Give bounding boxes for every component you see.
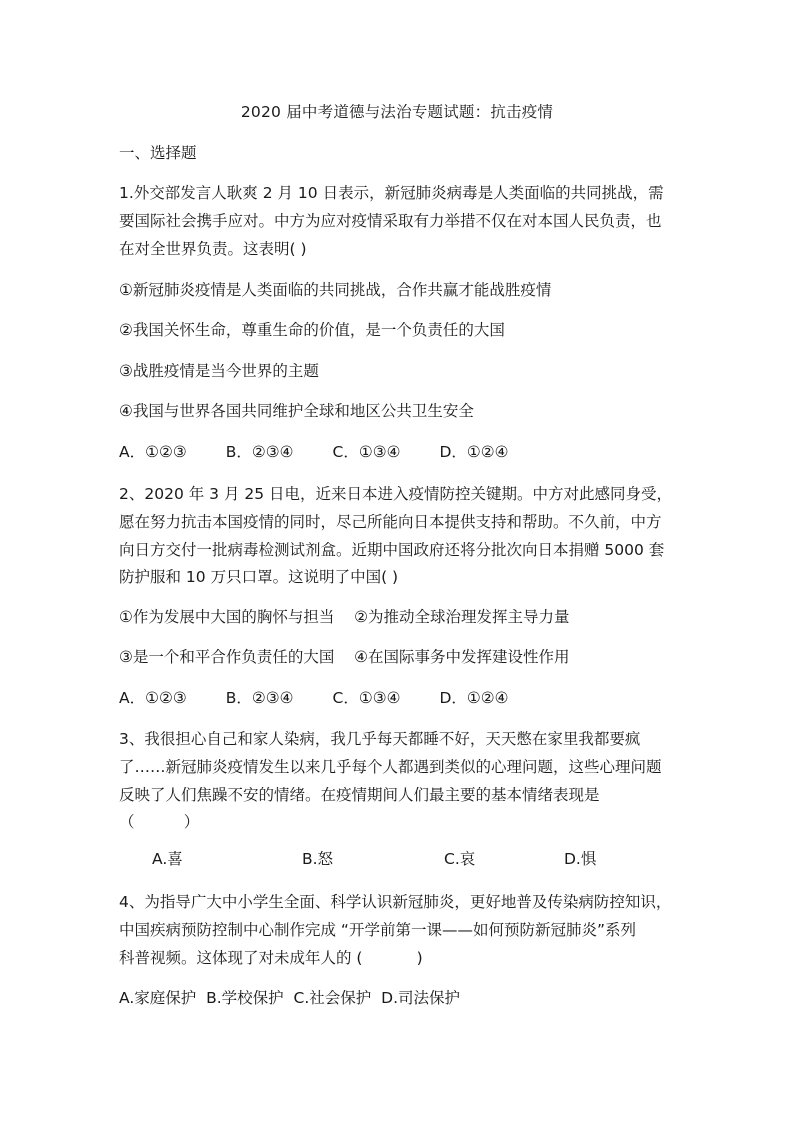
q3-line-4: （ ） [119,813,200,831]
q3-line-1: 3、我很担心自己和家人染病，我几乎每天都睡不好，天天憋在家里我都要疯 [119,730,641,748]
q2-statement-row-2: ③是一个和平合作负责任的大国 ④在国际事务中发挥建设性作用 [119,648,570,666]
q3-option-d: D.惧 [564,850,597,868]
q2-option-d: D．①②④ [439,689,509,707]
q2-line-1: 2、2020 年 3 月 25 日电，近来日本进入疫情防控关键期。中方对此感同身受， [119,485,673,503]
q2-option-c: C．①③④ [332,689,401,707]
q1-line-1: 1.外交部发言人耿爽 2 月 10 日表示，新冠肺炎病毒是人类面临的共同挑战，需 [119,184,664,202]
q1-statement-3: ③战胜疫情是当今世界的主题 [119,362,319,380]
q2-statement-row-1: ①作为发展中大国的胸怀与担当 ②为推动全球治理发挥主导力量 [119,608,570,626]
q1-statement-1: ①新冠肺炎疫情是人类面临的共同挑战，合作共赢才能战胜疫情 [119,281,552,299]
q1-option-c: C．①③④ [332,443,401,461]
q3-option-b: B.怒 [302,850,334,868]
q4-line-3: 科普视频。这体现了对未成年人的 ( ) [119,949,423,967]
q3-option-a: A.喜 [152,850,183,868]
q2-line-4: 防护服和 10 万只口罩。这说明了中国( ) [119,568,399,586]
q4-line-2: 中国疾病预防控制中心制作完成 “开学前第一课——如何预防新冠肺炎”系列 [119,921,636,939]
q2-line-3: 向日方交付一批病毒检测试剂盒。近期中国政府还将分批次向日本捐赠 5000 套 [119,541,665,559]
q4-options: A.家庭保护 B.学校保护 C.社会保护 D.司法保护 [119,989,460,1007]
q1-option-d: D．①②④ [439,443,509,461]
q4-line-1: 4、为指导广大中小学生全面、科学认识新冠肺炎，更好地普及传染病防控知识， [119,893,672,911]
q2-option-a: A．①②③ [119,689,187,707]
q1-option-b: B．②③④ [225,443,294,461]
q2-options [119,687,543,709]
q3-line-2: 了……新冠肺炎疫情发生以来几乎每个人都遇到类似的心理问题，这些心理问题 [119,758,662,776]
q3-option-c: C.哀 [444,850,476,868]
q2-line-2: 愿在努力抗击本国疫情的同时，尽己所能向日本提供支持和帮助。不久前，中方 [119,513,662,531]
q1-line-2: 要国际社会携手应对。中方为应对疫情采取有力举措不仅在对本国人民负责，也 [119,212,662,230]
q1-option-a: A．①②③ [119,443,187,461]
document-title: 2020 届中考道德与法治专题试题：抗击疫情 [240,103,554,121]
q1-statement-4: ④我国与世界各国共同维护全球和地区公共卫生安全 [119,402,474,420]
q1-statement-2: ②我国关怀生命，尊重生命的价值，是一个负责任的大国 [119,321,505,339]
q2-option-b: B．②③④ [225,689,294,707]
q1-options [119,441,543,463]
section-heading: 一、选择题 [119,144,197,162]
q3-line-3: 反映了人们焦躁不安的情绪。在疫情期间人们最主要的基本情绪表现是 [119,786,600,804]
q1-line-3: 在对全世界负责。这表明( ) [119,240,307,258]
